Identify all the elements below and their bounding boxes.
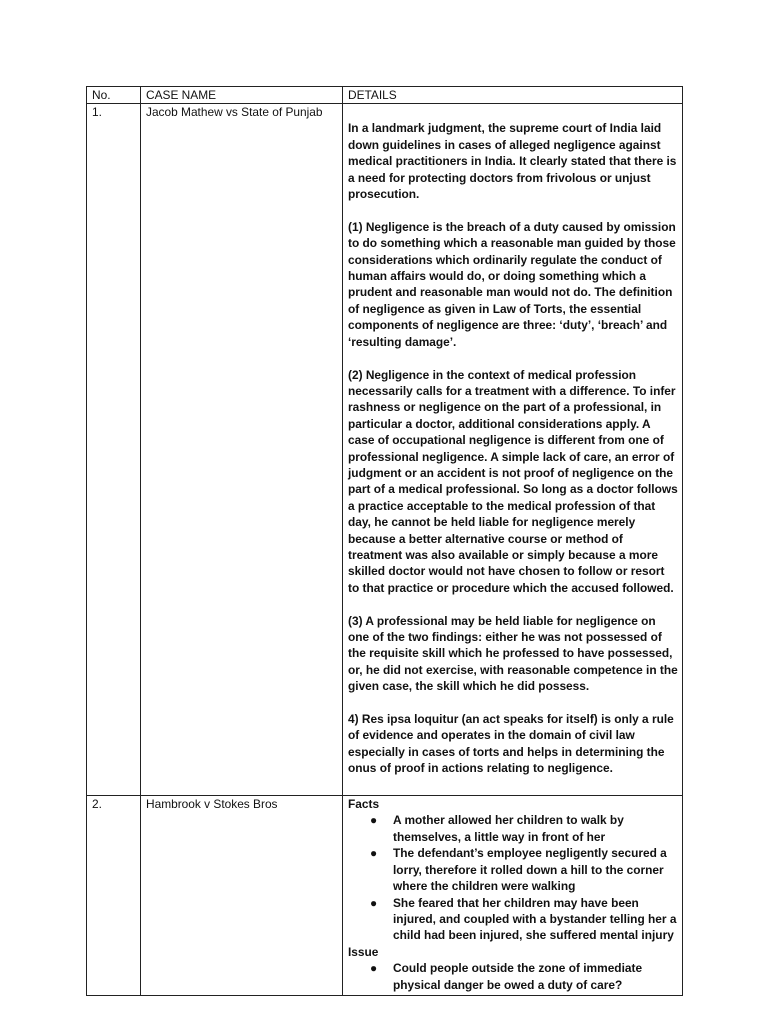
issue-heading: Issue xyxy=(348,944,379,959)
table-row xyxy=(87,796,683,996)
details-paragraph: (3) A professional may be held liable for negligence on one of the two findings: either he was not possessed of the requisite skill which he professed to have possessed, or, he did not exercise, with reasonable competence in the given case, the skill which he did possess. xyxy=(348,613,678,694)
facts-list xyxy=(348,812,678,943)
case-details xyxy=(343,796,683,996)
case-name: Hambrook v Stokes Bros xyxy=(141,796,343,996)
table-row xyxy=(87,104,683,796)
bullet-icon: ● xyxy=(370,846,378,861)
issue-text: Could people outside the zone of immediate physical danger be owed a duty of care? xyxy=(393,961,643,992)
issue-list xyxy=(348,960,678,993)
case-details xyxy=(343,104,683,796)
row-number: 2. xyxy=(87,796,141,996)
fact-text: A mother allowed her children to walk by themselves, a little way in front of her xyxy=(393,813,624,844)
header-case-name: CASE NAME xyxy=(141,87,343,104)
row-number: 1. xyxy=(87,104,141,796)
fact-text: The defendant’s employee negligently secured a lorry, therefore it rolled down a hill to the corner where the children were walking xyxy=(393,846,667,894)
details-paragraph: 4) Res ipsa loquitur (an act speaks for itself) is only a rule of evidence and operates in the domain of civil law especially in cases of torts and helps in determining the onus of proof in actions relating to negligence. xyxy=(348,712,674,776)
fact-text: She feared that her children may have been injured, and coupled with a bystander telling her a child had been injured, she suffered mental injury xyxy=(393,895,677,943)
list-item xyxy=(348,895,678,944)
list-item xyxy=(348,960,678,993)
details-paragraph: (1) Negligence is the breach of a duty caused by omission to do something which a reasonable man guided by those considerations which ordinarily regulate the conduct of human affairs would do, or doing something which a prudent and reasonable man would not do. The definition of negligence as given in Law of Torts, the essential components of negligence are three: ‘duty’, ‘breach’ and ‘resulting damage’. xyxy=(348,219,676,349)
bullet-icon: ● xyxy=(370,895,378,910)
bullet-icon: ● xyxy=(370,961,378,976)
table-header-row xyxy=(87,87,683,104)
header-details: DETAILS xyxy=(343,87,683,104)
list-item xyxy=(348,845,678,894)
bullet-icon: ● xyxy=(370,813,378,828)
facts-heading: Facts xyxy=(348,797,380,812)
case-table xyxy=(86,86,683,996)
details-paragraph: In a landmark judgment, the supreme court of India laid down guidelines in cases of alleged negligence against medical practitioners in India. It clearly stated that there is a need for protecting doctors from frivolous or unjust prosecution. xyxy=(348,121,677,202)
header-no: No. xyxy=(87,87,141,104)
case-name: Jacob Mathew vs State of Punjab xyxy=(141,104,343,796)
details-paragraph: (2) Negligence in the context of medical profession necessarily calls for a treatment with a difference. To infer rashness or negligence on the part of a professional, in particular a doctor, additional considerations apply. A case of occupational negligence is different from one of professional negligence. A simple lack of care, an error of judgment or an accident is not proof of negligence on the part of a medical professional. So long as a doctor follows a practice acceptable to the medical profession of that day, he cannot be held liable for negligence merely because a better alternative course or method of treatment was also available or simply because a more skilled doctor would not have chosen to follow or resort to that practice or procedure which the accused followed. xyxy=(348,367,678,595)
list-item xyxy=(348,812,678,845)
